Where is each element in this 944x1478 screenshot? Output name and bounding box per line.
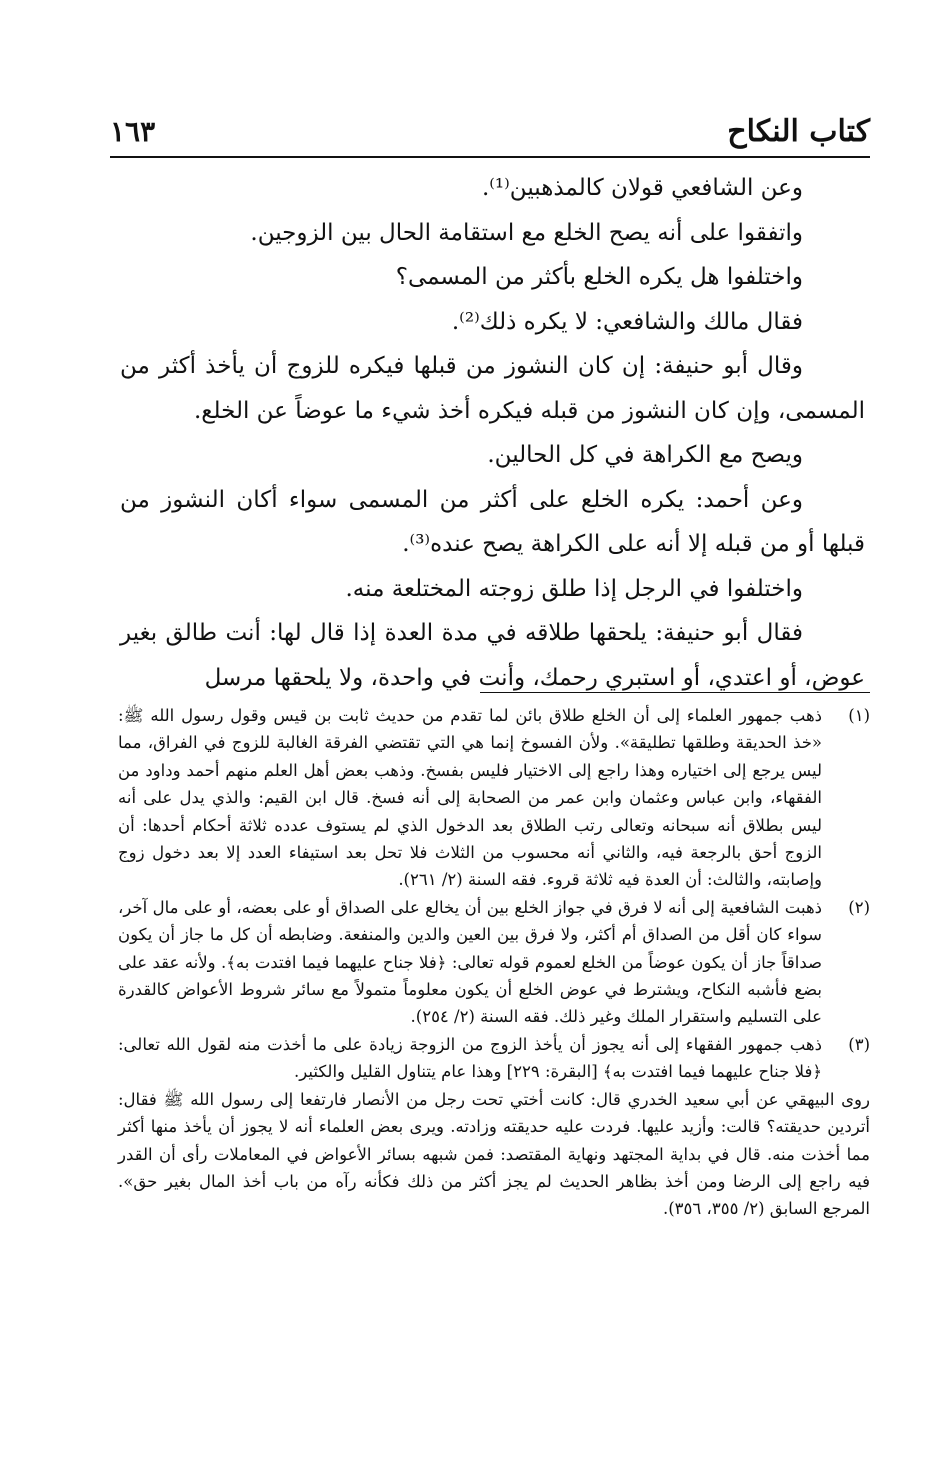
paragraph: واتفقوا على أنه يصح الخلع مع استقامة الحال بين الزوجين. [250, 219, 803, 246]
book-title: كتاب النكاح [727, 114, 870, 149]
footnotes [118, 702, 870, 1223]
footnote-text: ذهب جمهور الفقهاء إلى أنه يجوز أن يأخذ الزوج من الزوجة زيادة على ما أخذت منه لقول الله تعالى: ﴿فلا جناح عليهما فيما افتدت به﴾ [البقرة: ٢٢٩] وهذا عام يتناول القليل والكثير. [118, 1034, 822, 1082]
running-head [110, 112, 870, 156]
paragraph: فقال أبو حنيفة: يلحقها طلاقه في مدة العدة إذا قال لها: أنت طالق بغير عوض، أو اعتدي، أو استبري رحمك، وأنت في واحدة، ولا يلحقها مرسل [120, 620, 865, 691]
footnote-rule [480, 692, 870, 693]
paragraph: وقال أبو حنيفة: إن كان النشوز من قبلها فيكره للزوج أن يأخذ أكثر من المسمى، وإن كان النشوز من قبله فيكره أخذ شيء ما عوضاً عن الخلع. [120, 353, 865, 424]
paragraph: وعن أحمد: يكره الخلع على أكثر من المسمى سواء أكان النشوز من قبلها أو من قبله إلا أنه على الكراهة يصح عنده⁽³⁾. [120, 486, 865, 557]
footnote-number: (١) [848, 706, 870, 725]
footnote-number: (٢) [848, 897, 870, 917]
paragraph: واختلفوا في الرجل إذا طلق زوجته المختلعة منه. [345, 575, 803, 602]
paragraph: ويصح مع الكراهة في كل الحالين. [487, 442, 803, 468]
footnote-body [118, 702, 822, 894]
header-rule [110, 156, 870, 158]
footnote [118, 1031, 870, 1086]
paragraph: وعن الشافعي قولان كالمذهبين⁽¹⁾. [481, 175, 803, 201]
footnote [118, 702, 870, 894]
footnote-body [118, 1031, 822, 1086]
footnote [118, 894, 870, 1031]
paragraph: فقال مالك والشافعي: لا يكره ذلك⁽²⁾. [451, 308, 803, 335]
footnote-number: (٣) [848, 1034, 870, 1054]
page-number: ١٦٣ [110, 115, 156, 148]
footnote-body [118, 894, 822, 1031]
footnote-text: ذهب جمهور العلماء إلى أن الخلع طلاق بائن لما تقدم من حديث ثابت بن قيس وقول رسول الله ﷺ: «خذ الحديقة وطلقها تطليقة». ولأن الفسوخ إنما هي التي تقتضي الفرقة الغالبة للزوج في الفراق، مما ليس يرجع إلى اختياره وهذا راجع إلى الاختيار فليس بفسخ. وذهب بعض أهل العلم منهم أحمد وداود من الفقهاء، وابن عباس وعثمان وابن عمر من الصحابة إلى أنه فسخ. قال ابن القيم: والذي يدل على أنه ليس بطلاق أنه سبحانه وتعالى رتب الطلاق بعد الدخول الذي لم يستوف عدده ثلاثة أحكام أحدها: أن الزوج أحق بالرجعة فيه، والثاني أنه محسوب من الثلاث فلا تحل بعد استيفاء العدد إلا بعد دخول زوج وإصابته، والثالث: أن العدة فيه ثلاثة قروء. فقه السنة (٢/ ٢٦١). [118, 706, 822, 890]
main-text [120, 166, 865, 700]
paragraph: واختلفوا هل يكره الخلع بأكثر من المسمى؟ [395, 264, 803, 290]
footnote-continuation: روى البيهقي عن أبي سعيد الخدري قال: كانت أختي تحت رجل من الأنصار فارتفعا إلى رسول الله ﷺ فقال: أتردين حديقته؟ قالت: وأزيد عليها. فردت عليه حديقته وزادته. ويرى بعض العلماء أنه لا يجوز أن يأخذ منها أكثر مما أخذت منه. قال في بداية المجتهد ونهاية المقتصد: فمن شبهه بسائر الأعواض في المعاملات رأى أن القدر فيه راجع إلى الرضا ومن أخذ بظاهر الحديث لم يجز أكثر من ذلك فكأنه رآه من باب أخذ المال بغير حق». المرجع السابق (٢/ ٣٥٥، ٣٥٦). [118, 1089, 870, 1219]
footnote-text: ذهبت الشافعية إلى أنه لا فرق في جواز الخلع بين أن يخالع على الصداق أو على بعضه، أو على مال آخر، سواء كان أقل من الصداق أم أكثر، ولا فرق بين العين والدين والمنفعة. وضابطه أن كل ما جاز أن يكون صداقاً جاز أن يكون عوضاً من الخلع لعموم قوله تعالى: ﴿فلا جناح عليهما فيما افتدت به﴾. ولأنه عقد على بضع فأشبه النكاح، ويشترط في عوض الخلع أن يكون معلوماً متمولاً مع سائر شروط الأعواض كالقدرة على التسليم واستقرار الملك وغير ذلك. فقه السنة (٢/ ٢٥٤). [118, 897, 822, 1027]
